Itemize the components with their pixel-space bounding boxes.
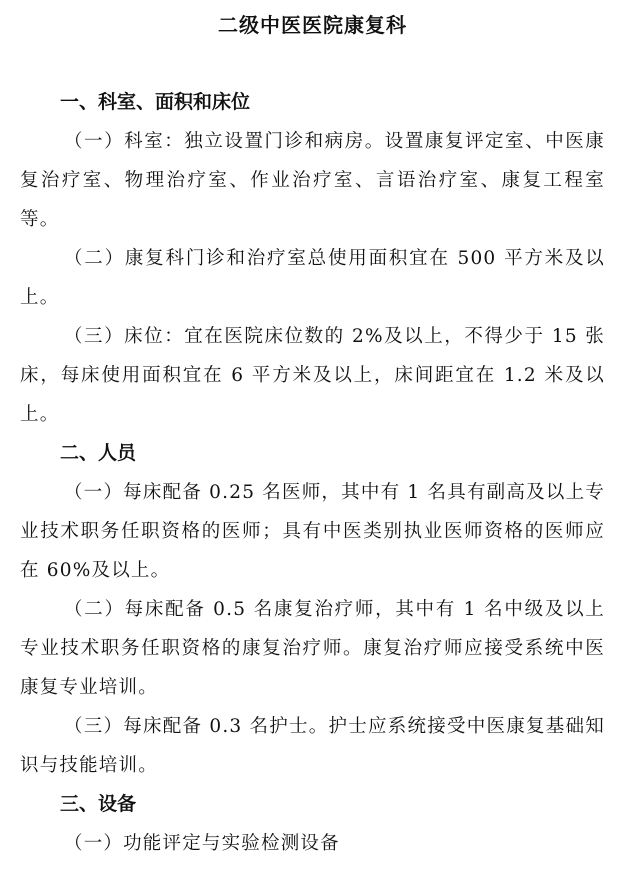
section-equipment bbox=[20, 785, 605, 863]
paragraph: （二）康复科门诊和治疗室总使用面积宜在 500 平方米及以上。 bbox=[20, 248, 605, 308]
section-heading: 三、设备 bbox=[60, 793, 137, 815]
paragraph: （一）每床配备 0.25 名医师，其中有 1 名具有副高及以上专业技术职务任职资格的医师；具有中医类别执业医师资格的医师应在 60%及以上。 bbox=[20, 482, 605, 581]
section-heading: 二、人员 bbox=[60, 442, 137, 464]
paragraph: （一）科室：独立设置门诊和病房。设置康复评定室、中医康复治疗室、物理治疗室、作业治疗室、言语治疗室、康复工程室等。 bbox=[20, 131, 605, 230]
paragraph: （三）每床配备 0.3 名护士。护士应系统接受中医康复基础知识与技能培训。 bbox=[20, 716, 605, 776]
paragraph: （二）每床配备 0.5 名康复治疗师，其中有 1 名中级及以上专业技术职务任职资格的康复治疗师。康复治疗师应接受系统中医康复专业培训。 bbox=[20, 599, 605, 698]
section-personnel bbox=[20, 434, 605, 785]
document-title: 二级中医医院康复科 bbox=[218, 13, 407, 37]
paragraph: （一）功能评定与实验检测设备 bbox=[64, 833, 340, 854]
section-heading: 一、科室、面积和床位 bbox=[60, 91, 251, 113]
section-facilities bbox=[20, 83, 605, 434]
paragraph: （三）床位：宜在医院床位数的 2%及以上，不得少于 15 张床，每床使用面积宜在 6 平方米及以上，床间距宜在 1.2 米及以上。 bbox=[20, 326, 605, 425]
title-spacer bbox=[20, 40, 605, 83]
